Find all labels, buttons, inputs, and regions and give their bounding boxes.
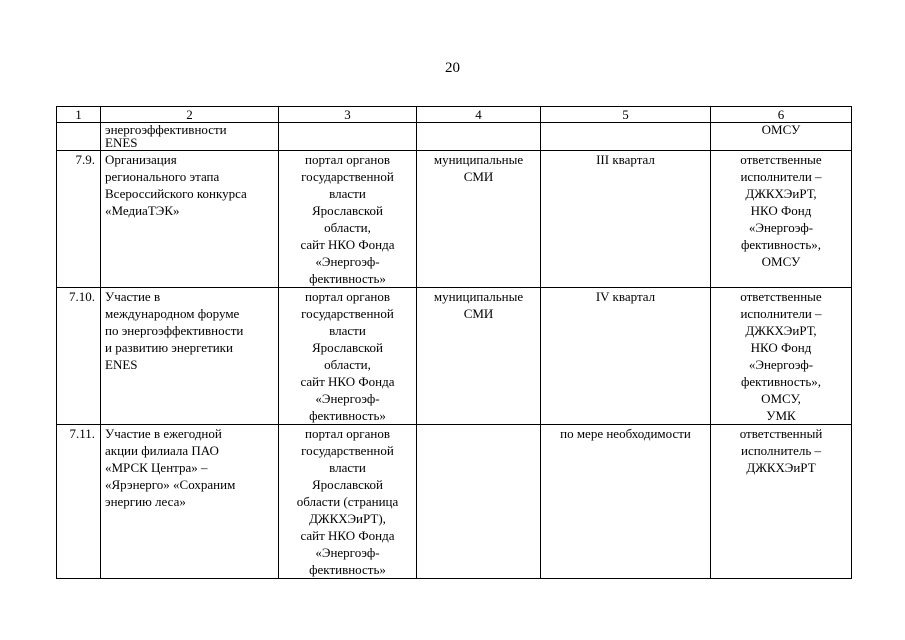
- column-header-6: 6: [711, 107, 852, 123]
- media-cell: [417, 151, 541, 288]
- period-cell: [541, 425, 711, 579]
- period-text: III квартал: [596, 152, 655, 167]
- media-cell: [417, 288, 541, 425]
- media-cell: [417, 123, 541, 151]
- event-text: энергоэффективности ENES: [105, 122, 227, 150]
- column-header-2: 2: [101, 107, 279, 123]
- table-row: [57, 123, 852, 151]
- row-number-text: 7.9.: [75, 152, 95, 167]
- period-cell: [541, 288, 711, 425]
- responsible-cell: [711, 151, 852, 288]
- column-header-5: 5: [541, 107, 711, 123]
- responsible-text: ответственные исполнители – ДЖКХЭиРТ, НКО Фонд «Энергоэф- фективность», ОМСУ, УМК: [740, 289, 822, 423]
- platform-text: портал органов государственной власти Ярославской области, сайт НКО Фонда «Энергоэф- фективность»: [300, 152, 395, 286]
- page-number: 20: [445, 60, 460, 76]
- event-text: Участие в ежегодной акции филиала ПАО «МРСК Центра» – «Ярэнерго» «Сохраним энергию леса»: [105, 426, 236, 509]
- row-number: [57, 288, 101, 425]
- event-text: Участие в международном форуме по энергоэффективности и развитию энергетики ENES: [105, 289, 244, 372]
- responsible-cell: [711, 123, 852, 151]
- platform-cell: [279, 288, 417, 425]
- platform-cell: [279, 123, 417, 151]
- responsible-cell: [711, 425, 852, 579]
- period-cell: [541, 123, 711, 151]
- event-cell: [101, 123, 279, 151]
- responsible-text: ОМСУ: [761, 122, 801, 137]
- platform-cell: [279, 151, 417, 288]
- responsible-text: ответственные исполнители – ДЖКХЭиРТ, НКО Фонд «Энергоэф- фективность», ОМСУ: [740, 152, 822, 269]
- row-number-text: 7.11.: [69, 426, 95, 441]
- period-cell: [541, 151, 711, 288]
- responsible-cell: [711, 288, 852, 425]
- period-text: IV квартал: [595, 289, 656, 304]
- row-number: [57, 123, 101, 151]
- table-row: [57, 288, 852, 425]
- period-text: по мере необходимости: [560, 426, 691, 441]
- responsible-text: ответственный исполнитель – ДЖКХЭиРТ: [739, 426, 823, 475]
- table-row: [57, 151, 852, 288]
- column-header-1: 1: [57, 107, 101, 123]
- table-header-row: [57, 107, 852, 123]
- media-text: муниципальные СМИ: [433, 289, 524, 321]
- table-row: [57, 425, 852, 579]
- column-header-3: 3: [279, 107, 417, 123]
- event-cell: [101, 151, 279, 288]
- platform-cell: [279, 425, 417, 579]
- activities-table: [56, 106, 852, 579]
- media-cell: [417, 425, 541, 579]
- row-number: [57, 151, 101, 288]
- media-text: муниципальные СМИ: [433, 152, 524, 184]
- row-number-text: 7.10.: [69, 289, 95, 304]
- row-number: [57, 425, 101, 579]
- platform-text: портал органов государственной власти Ярославской области (страница ДЖКХЭиРТ), сайт НКО Фонда «Энергоэф- фективность»: [296, 426, 399, 577]
- column-header-4: 4: [417, 107, 541, 123]
- platform-text: портал органов государственной власти Ярославской области, сайт НКО Фонда «Энергоэф- фективность»: [300, 289, 395, 423]
- event-cell: [101, 425, 279, 579]
- event-text: Организация регионального этапа Всероссийского конкурса «МедиаТЭК»: [105, 152, 247, 218]
- event-cell: [101, 288, 279, 425]
